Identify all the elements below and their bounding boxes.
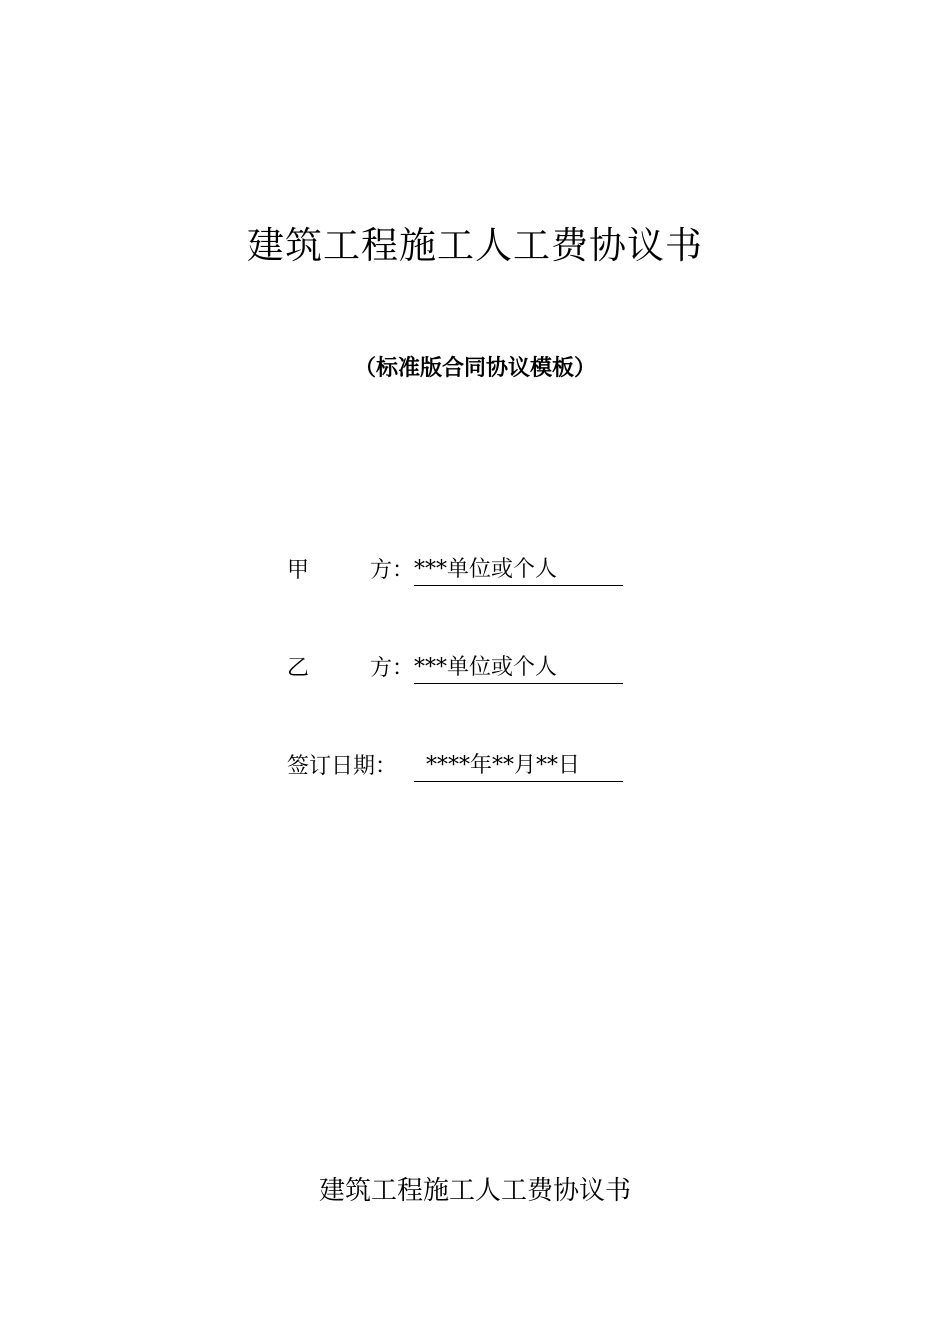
footer-title: 建筑工程施工人工费协议书 xyxy=(318,1176,631,1206)
party-a-value: ***单位或个人 xyxy=(414,555,623,586)
document-subtitle: （标准版合同协议模板） xyxy=(353,355,596,381)
party-b-label-first: 乙 xyxy=(287,656,310,681)
party-a-row xyxy=(287,550,623,586)
party-b-row xyxy=(287,648,623,684)
sign-date-label: 签订日期： xyxy=(287,754,398,779)
party-b-label xyxy=(287,654,414,684)
party-b-value: ***单位或个人 xyxy=(414,653,623,684)
party-b-label-last: 方： xyxy=(369,656,414,681)
sign-date-row xyxy=(287,746,623,782)
document-title: 建筑工程施工人工费协议书 xyxy=(247,224,703,267)
sign-date-value: ****年**月**日 xyxy=(414,751,623,782)
party-a-label-first: 甲 xyxy=(287,558,310,583)
party-a-label-last: 方： xyxy=(369,558,414,583)
party-a-label xyxy=(287,556,414,586)
